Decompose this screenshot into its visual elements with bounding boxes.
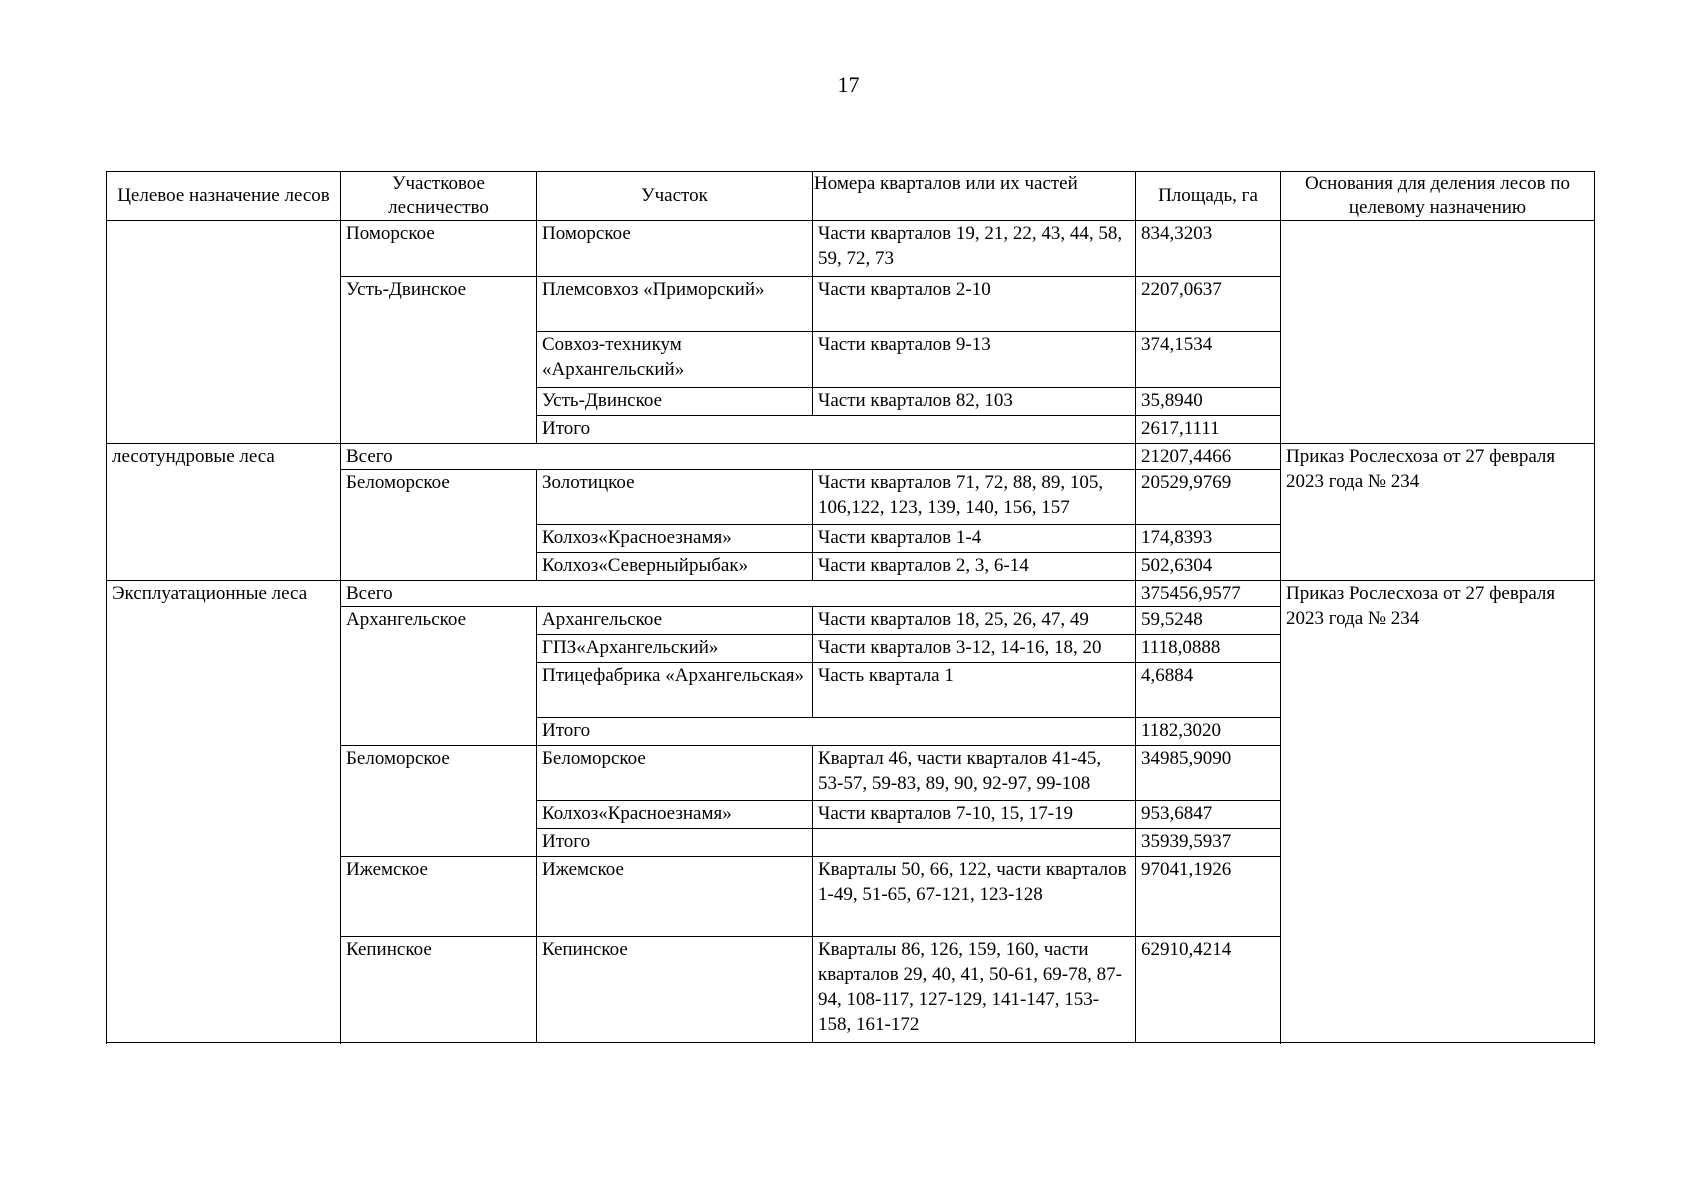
purpose-cell-empty [107,221,341,444]
basis-cell: Приказ Рослесхоза от 27 февраля 2023 года № 234 [1281,444,1595,581]
subtotal-area: 1182,3020 [1136,718,1281,746]
area-cell: 34985,9090 [1136,746,1281,801]
quarters-cell: Части кварталов 18, 25, 26, 47, 49 [813,607,1136,635]
quarters-cell: Кварталы 50, 66, 122, части кварталов 1-49, 51-65, 67-121, 123-128 [813,857,1136,937]
forestry-cell: Ижемское [341,857,537,937]
area-cell: 374,1534 [1136,332,1281,388]
quarters-cell: Части кварталов 9-13 [813,332,1136,388]
quarters-cell: Части кварталов 2-10 [813,277,1136,332]
section-cell: Кепинское [537,937,813,1043]
header-forestry: Участковое лесничество [341,172,537,221]
quarters-cell: Части кварталов 71, 72, 88, 89, 105, 106,122, 123, 139, 140, 156, 157 [813,470,1136,525]
area-cell: 174,8393 [1136,525,1281,553]
quarters-cell: Часть квартала 1 [813,663,1136,718]
quarters-cell: Части кварталов 3-12, 14-16, 18, 20 [813,635,1136,663]
table-row [107,444,1595,470]
section-cell: Колхоз«Красноезнамя» [537,525,813,553]
quarters-cell: Части кварталов 82, 103 [813,388,1136,416]
section-cell: Усть-Двинское [537,388,813,416]
total-area: 375456,9577 [1136,581,1281,607]
area-cell: 59,5248 [1136,607,1281,635]
subtotal-label: Итого [537,416,1136,444]
subtotal-area: 35939,5937 [1136,829,1281,857]
quarters-cell: Части кварталов 7-10, 15, 17-19 [813,801,1136,829]
forest-division-table [106,171,1595,1043]
forestry-cell: Беломорское [341,746,537,857]
header-basis: Основания для деления лесов по целевому назначению [1281,172,1595,221]
section-cell: Птицефабрика «Архангельская» [537,663,813,718]
section-cell: Золотицкое [537,470,813,525]
total-area: 21207,4466 [1136,444,1281,470]
quarters-cell: Части кварталов 19, 21, 22, 43, 44, 58, 59, 72, 73 [813,221,1136,277]
section-cell: Архангельское [537,607,813,635]
quarters-cell: Кварталы 86, 126, 159, 160, части кварталов 29, 40, 41, 50-61, 69-78, 87-94, 108-117, 127-129, 141-147, 153-158, 161-172 [813,937,1136,1043]
quarters-cell: Части кварталов 2, 3, 6-14 [813,553,1136,581]
area-cell: 1118,0888 [1136,635,1281,663]
area-cell: 953,6847 [1136,801,1281,829]
total-label: Всего [341,581,1136,607]
area-cell: 834,3203 [1136,221,1281,277]
quarters-cell-empty [813,829,1136,857]
area-cell: 62910,4214 [1136,937,1281,1043]
purpose-cell: Эксплуатационные леса [107,581,341,1043]
area-cell: 20529,9769 [1136,470,1281,525]
table-header-row [107,172,1595,221]
section-cell: ГПЗ«Архангельский» [537,635,813,663]
quarters-cell: Квартал 46, части кварталов 41-45, 53-57, 59-83, 89, 90, 92-97, 99-108 [813,746,1136,801]
subtotal-label: Итого [537,829,813,857]
section-cell: Беломорское [537,746,813,801]
header-purpose: Целевое назначение лесов [107,172,341,221]
section-cell: Племсовхоз «Приморский» [537,277,813,332]
quarters-cell: Части кварталов 1-4 [813,525,1136,553]
area-cell: 35,8940 [1136,388,1281,416]
subtotal-area: 2617,1111 [1136,416,1281,444]
forestry-cell: Усть-Двинское [341,277,537,444]
area-cell: 502,6304 [1136,553,1281,581]
subtotal-label: Итого [537,718,1136,746]
area-cell: 2207,0637 [1136,277,1281,332]
basis-cell: Приказ Рослесхоза от 27 февраля 2023 года № 234 [1281,581,1595,1043]
table-row [107,581,1595,607]
forestry-cell: Поморское [341,221,537,277]
forestry-cell: Кепинское [341,937,537,1043]
area-cell: 4,6884 [1136,663,1281,718]
header-quarters: Номера кварталов или их частей [813,172,1136,221]
table-row [107,221,1595,277]
forestry-cell: Беломорское [341,470,537,581]
forestry-cell: Архангельское [341,607,537,746]
page-number: 17 [837,72,860,97]
header-area: Площадь, га [1136,172,1281,221]
purpose-cell: лесотундровые леса [107,444,341,581]
section-cell: Колхоз«Красноезнамя» [537,801,813,829]
basis-cell-empty [1281,221,1595,444]
section-cell: Ижемское [537,857,813,937]
total-label: Всего [341,444,1136,470]
section-cell: Поморское [537,221,813,277]
section-cell: Совхоз-техникум «Архангельский» [537,332,813,388]
section-cell: Колхоз«Северныйрыбак» [537,553,813,581]
header-section: Участок [537,172,813,221]
area-cell: 97041,1926 [1136,857,1281,937]
